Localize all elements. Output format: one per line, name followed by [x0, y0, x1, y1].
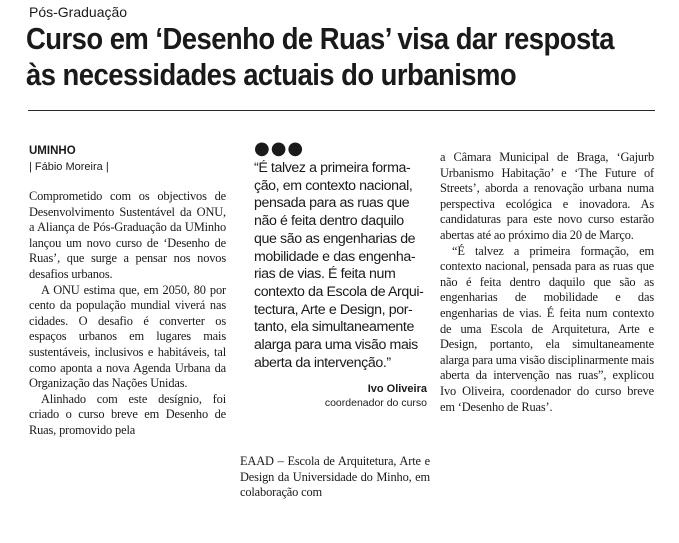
pull-quote — [254, 160, 434, 372]
pull-quote-line: aberta da intervenção.” — [254, 354, 391, 371]
headline-line-1: Curso em ‘Desenho de Ruas’ visa dar resposta — [26, 22, 614, 56]
paragraph: EAAD – Escola de Arquitetura, Arte e Design da Universidade do Minho, em colaboração com — [240, 454, 430, 500]
headline-divider — [28, 110, 655, 111]
pull-quote-line: “É talvez a primeira forma- — [254, 160, 411, 176]
pull-quote-line: tanto, ela simultaneamente — [254, 319, 414, 336]
article-column-2 — [240, 454, 430, 501]
headline-line-2: às necessidades actuais do urbanismo — [26, 58, 517, 92]
paragraph: Alinhado com este desígnio, foi criado o curso breve em Desenho de Ruas, promovido pela — [29, 391, 226, 437]
section-label: UMINHO — [29, 145, 76, 157]
author-byline: | Fábio Moreira | — [29, 161, 109, 173]
paragraph: A ONU estima que, em 2050, 80 por cento da população mundial viverá nas cidades. O desafio é converter os espaços urbanos em lugares mais sustentáveis, inclusivos e habitáveis, tal como aponta a nova Agenda Urbana da Organização das Nações Unidas. — [29, 282, 226, 391]
pull-quote-line: mobilidade e das engenha- — [254, 248, 416, 265]
section-kicker: Pós-Graduação — [29, 4, 128, 20]
pull-quote-line: pensada para as ruas que — [254, 195, 410, 212]
quote-dots-ornament: ●●● — [254, 138, 305, 159]
pull-quote-line: contexto da Escola de Arqui- — [254, 283, 424, 300]
paragraph: “É talvez a primeira formação, em contexto nacional, pensada para as ruas que não é feita dentro daquilo que são as engenharias de mobilidade e das engenharias de vias. É feita num contexto de uma Escola de Arquitetura, Arte e Design, portanto, ela simultaneamente alarga para uma visão disciplinarmente mais aberta da intervenção nas ruas”, explicou Ivo Oliveira, coordenador do curso breve em ‘Desenho de Ruas’. — [440, 243, 654, 414]
pull-quote-line: não é feita dentro daquilo — [254, 213, 404, 230]
paragraph: Comprometido com os objectivos de Desenvolvimento Sustentável da ONU, a Aliança de Pós-Graduação da UMinho lançou um novo curso de ‘Desenho de Ruas’, que surge a pensar nos novos desafios urbanos. — [29, 189, 226, 281]
pull-quote-line: que são as engenharias de — [254, 230, 416, 247]
paragraph: a Câmara Municipal de Braga, ‘Gajurb Urbanismo Habitação’ e ‘The Future of Streets’, aborda a renovação urbana numa perspectiva ecológica e inovadora. As candidaturas para este novo curso estarão abertas até ao próximo dia 20 de Março. — [440, 150, 654, 242]
quote-attribution-role: coordenador do curso — [324, 397, 427, 409]
pull-quote-line: tectura, Arte e Design, por- — [254, 301, 413, 318]
article-column-3 — [440, 150, 654, 415]
quote-attribution-name: Ivo Oliveira — [367, 383, 427, 395]
pull-quote-line: rias de vias. É feita num — [254, 266, 396, 283]
pull-quote-line: alarga para uma visão mais — [254, 337, 418, 354]
headline — [26, 21, 614, 93]
article-column-1 — [29, 189, 226, 439]
pull-quote-line: ção, em contexto nacional, — [254, 177, 413, 194]
